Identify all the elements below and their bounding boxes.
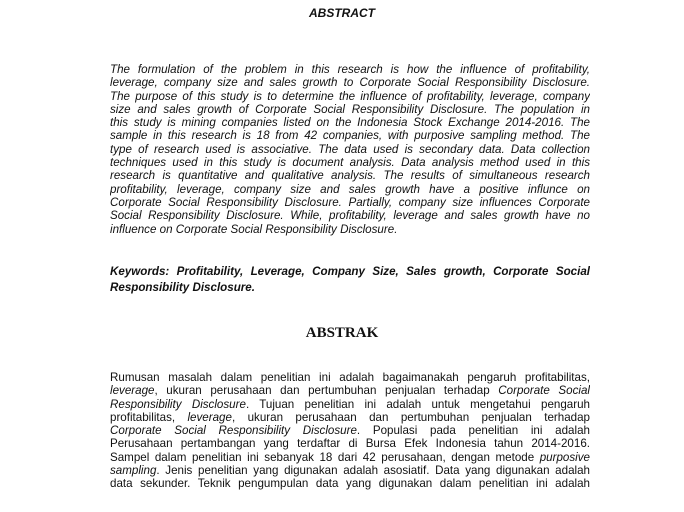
text-segment: profitability, leverage, company size and sales growth have a positive influnce on — [110, 182, 590, 196]
text-line — [110, 209, 590, 222]
abstract-paragraph — [110, 63, 590, 236]
text-line — [110, 371, 590, 384]
text-segment: , ukuran perusahaan dan pertumbuhan penjualan terhadap — [154, 384, 499, 398]
text-segment: Responsibility Disclosure. — [110, 281, 255, 294]
text-segment: The formulation of the problem in this research is how the influence of profitability, — [110, 63, 590, 76]
text-line — [110, 264, 590, 280]
text-segment: type of research used is associative. The data used is secondary data. Data collection — [110, 142, 590, 156]
text-line — [110, 424, 590, 437]
text-line — [110, 76, 590, 89]
text-segment: Rumusan masalah dalam penelitian ini adalah bagaimanakah pengaruh profitabilitas, — [110, 371, 590, 384]
abstract-heading: ABSTRACT — [309, 6, 375, 20]
keywords-paragraph — [110, 264, 590, 296]
text-segment: this study is mining companies listed on the Indonesia Stock Exchange 2014-2016. The — [110, 116, 590, 130]
text-segment: sampling — [110, 464, 157, 478]
text-segment: leverage — [187, 410, 232, 424]
text-line — [110, 143, 590, 156]
text-line — [110, 398, 590, 411]
text-segment: , ukuran perusahaan dan pertumbuhan penjualan terhadap — [231, 410, 590, 424]
text-segment: Responsibility Disclosure — [110, 397, 246, 411]
text-segment: Keywords: Profitability, Leverage, Company Size, Sales growth, Corporate Social — [110, 265, 590, 278]
text-line — [110, 90, 590, 103]
text-segment: . Populasi pada penelitian ini adalah — [356, 424, 590, 438]
text-segment: influence on Corporate Social Responsibility Disclosure. — [110, 222, 398, 236]
text-line — [110, 196, 590, 209]
text-segment: techniques used in this study is document analysis. Data analysis method used in this — [110, 156, 590, 170]
text-line — [110, 464, 590, 477]
text-segment: . Jenis penelitian yang digunakan adalah asosiatif. Data yang digunakan adalah — [156, 464, 590, 478]
text-line — [110, 183, 590, 196]
abstrak-heading: ABSTRAK — [305, 325, 379, 341]
text-line — [110, 129, 590, 142]
text-line — [110, 437, 590, 450]
text-segment: leverage — [110, 384, 155, 398]
text-segment: purposive — [539, 450, 590, 464]
text-line — [110, 169, 590, 182]
text-segment: . Tujuan penelitian ini adalah untuk mengetahui pengaruh — [245, 397, 590, 411]
text-line — [110, 103, 590, 116]
text-segment: Social Responsibility Disclosure. While, profitability, leverage and sales growth have no — [110, 209, 590, 223]
text-segment: leverage, company size and sales growth to Corporate Social Responsibility Disclosure. — [110, 76, 590, 90]
text-segment: sample in this research is 18 from 42 companies, with purposive sampling method. The — [110, 129, 590, 143]
text-segment: data sekunder. Teknik pengumpulan data yang digunakan dalam penelitian ini adalah — [110, 477, 590, 491]
text-line — [110, 477, 590, 490]
text-line — [110, 411, 590, 424]
text-line — [110, 451, 590, 464]
text-segment: size and sales growth of Corporate Social Responsibility Disclosure. The population in — [110, 102, 590, 116]
text-segment: The purpose of this study is to determine the influence of profitability, leverage, company — [110, 89, 590, 103]
text-line — [110, 116, 590, 129]
text-line — [110, 384, 590, 397]
text-line — [110, 280, 590, 296]
text-segment: Corporate Social — [498, 384, 590, 398]
text-segment: Corporate Social Responsibility Disclosure. Partially, company size influences Corporate — [110, 195, 590, 209]
abstrak-paragraph — [110, 371, 590, 491]
text-segment: Sampel dalam penelitian ini sebanyak 18 dari 42 perusahaan, dengan metode — [110, 450, 540, 464]
text-segment: profitabilitas, — [110, 410, 188, 424]
text-segment: Perusahaan pertambangan yang terdaftar di Bursa Efek Indonesia tahun 2014-2016. — [110, 437, 590, 451]
text-segment: Corporate Social Responsibility Disclosure — [110, 424, 357, 438]
text-line — [110, 223, 590, 236]
text-line — [110, 156, 590, 169]
text-segment: research is quantitative and qualitative analysis. The results of simultaneous research — [110, 169, 590, 183]
text-line — [110, 63, 590, 76]
